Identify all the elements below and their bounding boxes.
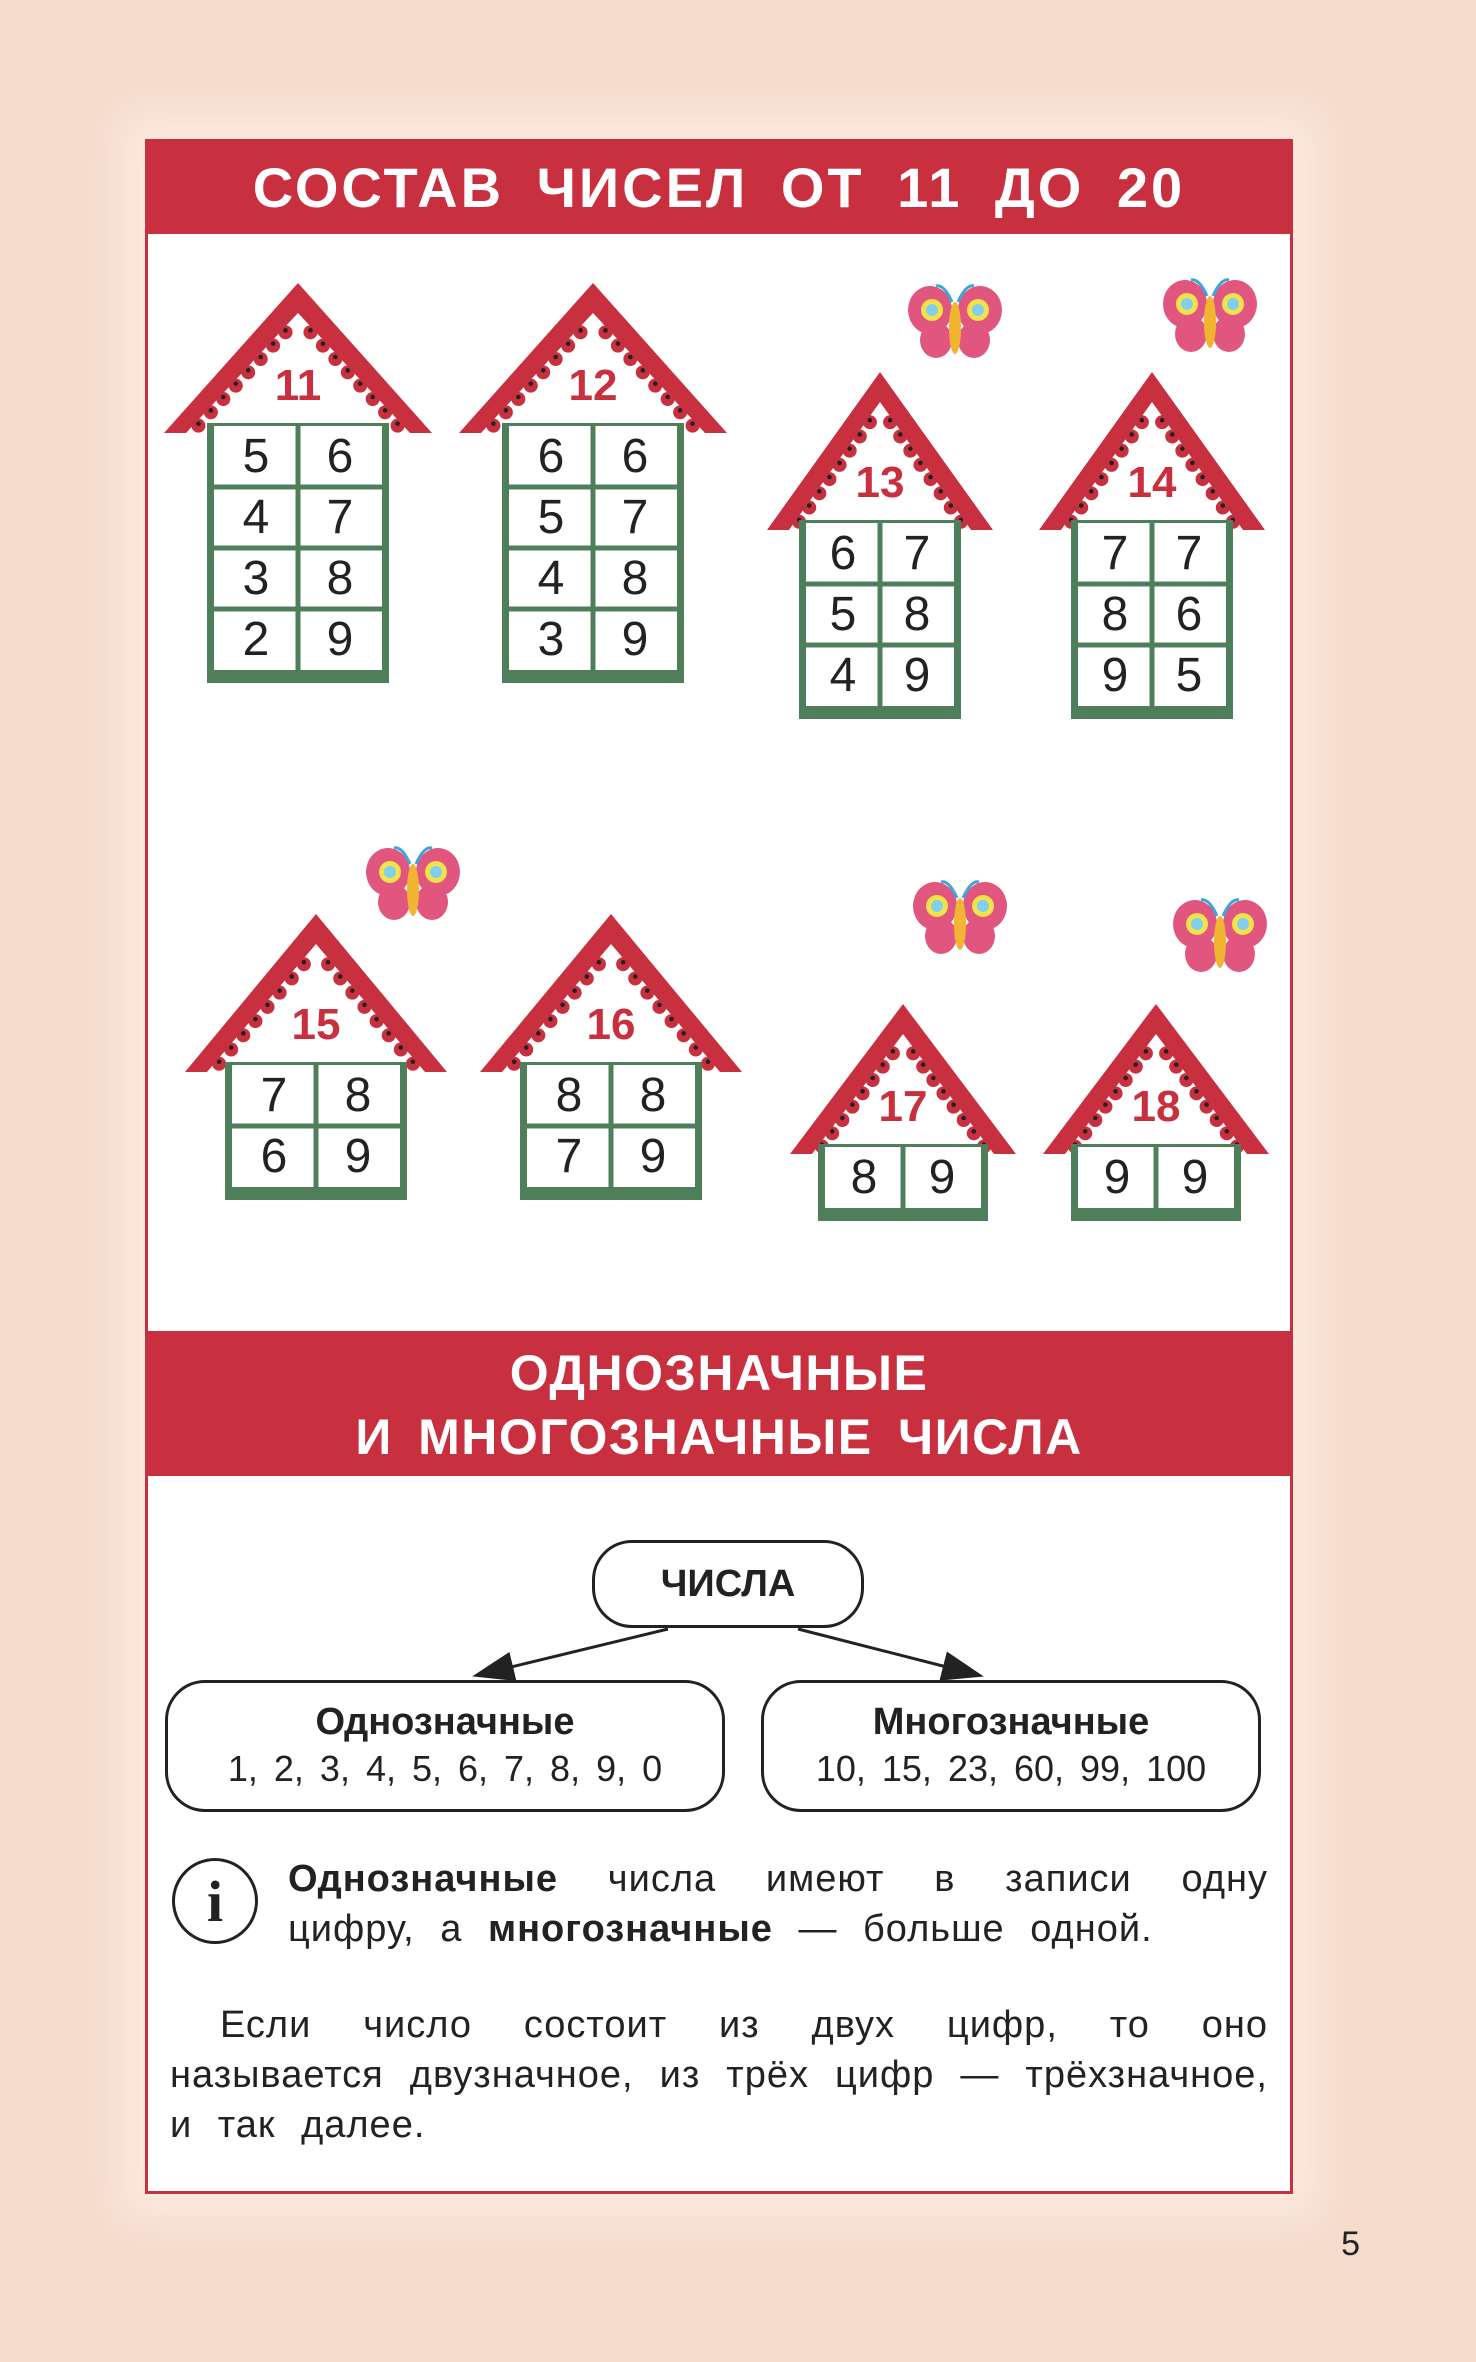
house-cell: 4 xyxy=(537,552,565,605)
page-number: 5 xyxy=(1341,2225,1360,2263)
house-cell: 9 xyxy=(1103,1151,1131,1204)
house-cell: 8 xyxy=(1101,588,1129,641)
house-cell: 7 xyxy=(1175,527,1203,580)
house-cell: 9 xyxy=(1101,649,1129,702)
info-text-2: — больше одной. xyxy=(772,1908,1153,1950)
house-cell: 9 xyxy=(326,613,354,666)
house-number: 18 xyxy=(1131,1082,1181,1131)
diagram-root-node: ЧИСЛА xyxy=(592,1540,864,1628)
diagram-left-node xyxy=(165,1680,725,1812)
house-cell: 8 xyxy=(639,1069,667,1122)
house-cell: 6 xyxy=(1175,588,1203,641)
house-cell: 7 xyxy=(903,527,931,580)
multi-digit-title: Многозначные xyxy=(872,1701,1150,1743)
house-cell: 7 xyxy=(1101,527,1129,580)
house-cell: 4 xyxy=(242,491,270,544)
house-cell: 7 xyxy=(555,1130,583,1183)
house-cell: 4 xyxy=(829,649,857,702)
diagram-right-node xyxy=(761,1680,1261,1812)
house-cell: 5 xyxy=(829,588,857,641)
house-cell: 7 xyxy=(621,491,649,544)
house-cell: 5 xyxy=(1175,649,1203,702)
single-digit-list: 1, 2, 3, 4, 5, 6, 7, 8, 9, 0 xyxy=(227,1748,663,1789)
house-cell: 9 xyxy=(1181,1151,1209,1204)
house-cell: 8 xyxy=(344,1069,372,1122)
page-card xyxy=(145,139,1293,2194)
house-number: 11 xyxy=(274,361,322,410)
section-heading-line-2: И МНОГОЗНАЧНЫЕ ЧИСЛА xyxy=(355,1409,1083,1465)
multi-digit-list: 10, 15, 23, 60, 99, 100 xyxy=(815,1748,1207,1789)
page-title: СОСТАВ ЧИСЕЛ ОТ 11 ДО 20 xyxy=(148,142,1290,234)
house-cell: 9 xyxy=(639,1130,667,1183)
house-cell: 3 xyxy=(537,613,565,666)
body-paragraph: Если число состоит из двух цифр, то оно называется двузначное, из трёх цифр — трёхзначное, и так далее. xyxy=(170,2004,1268,2146)
house-cell: 9 xyxy=(621,613,649,666)
house-cell: 6 xyxy=(829,527,857,580)
house-number: 14 xyxy=(1127,458,1177,507)
house-cell: 8 xyxy=(555,1069,583,1122)
arrow-right xyxy=(798,1629,978,1675)
house-cell: 6 xyxy=(260,1130,288,1183)
house-cell: 6 xyxy=(326,430,354,483)
house-cell: 8 xyxy=(850,1151,878,1204)
house-number: 17 xyxy=(878,1082,928,1131)
house-cell: 9 xyxy=(903,649,931,702)
info-bold-single: Однозначные xyxy=(288,1858,559,1900)
house-cell: 6 xyxy=(621,430,649,483)
house-cell: 2 xyxy=(242,613,270,666)
house-number: 12 xyxy=(568,361,618,410)
house-cell: 5 xyxy=(242,430,270,483)
house-cell: 9 xyxy=(928,1151,956,1204)
house-number: 16 xyxy=(586,1000,636,1049)
arrow-left xyxy=(478,1629,668,1675)
house-number: 13 xyxy=(855,458,905,507)
house-cell: 7 xyxy=(326,491,354,544)
house-cell: 6 xyxy=(537,430,565,483)
info-bold-multi: многозначные xyxy=(487,1908,773,1950)
house-cell: 8 xyxy=(903,588,931,641)
house-cell: 3 xyxy=(242,552,270,605)
house-cell: 5 xyxy=(537,491,565,544)
info-icon: i xyxy=(172,1858,258,1944)
info-paragraph xyxy=(288,1854,1268,1954)
single-digit-title: Однозначные xyxy=(315,1701,575,1743)
house-cell: 9 xyxy=(344,1130,372,1183)
house-cell: 7 xyxy=(260,1069,288,1122)
house-cell: 8 xyxy=(621,552,649,605)
info-text-1: числа имеют в записи одну цифру, а xyxy=(288,1858,1268,1950)
section-heading-line-1: ОДНОЗНАЧНЫЕ xyxy=(509,1345,929,1401)
house-cell: 8 xyxy=(326,552,354,605)
house-number: 15 xyxy=(291,1000,341,1049)
